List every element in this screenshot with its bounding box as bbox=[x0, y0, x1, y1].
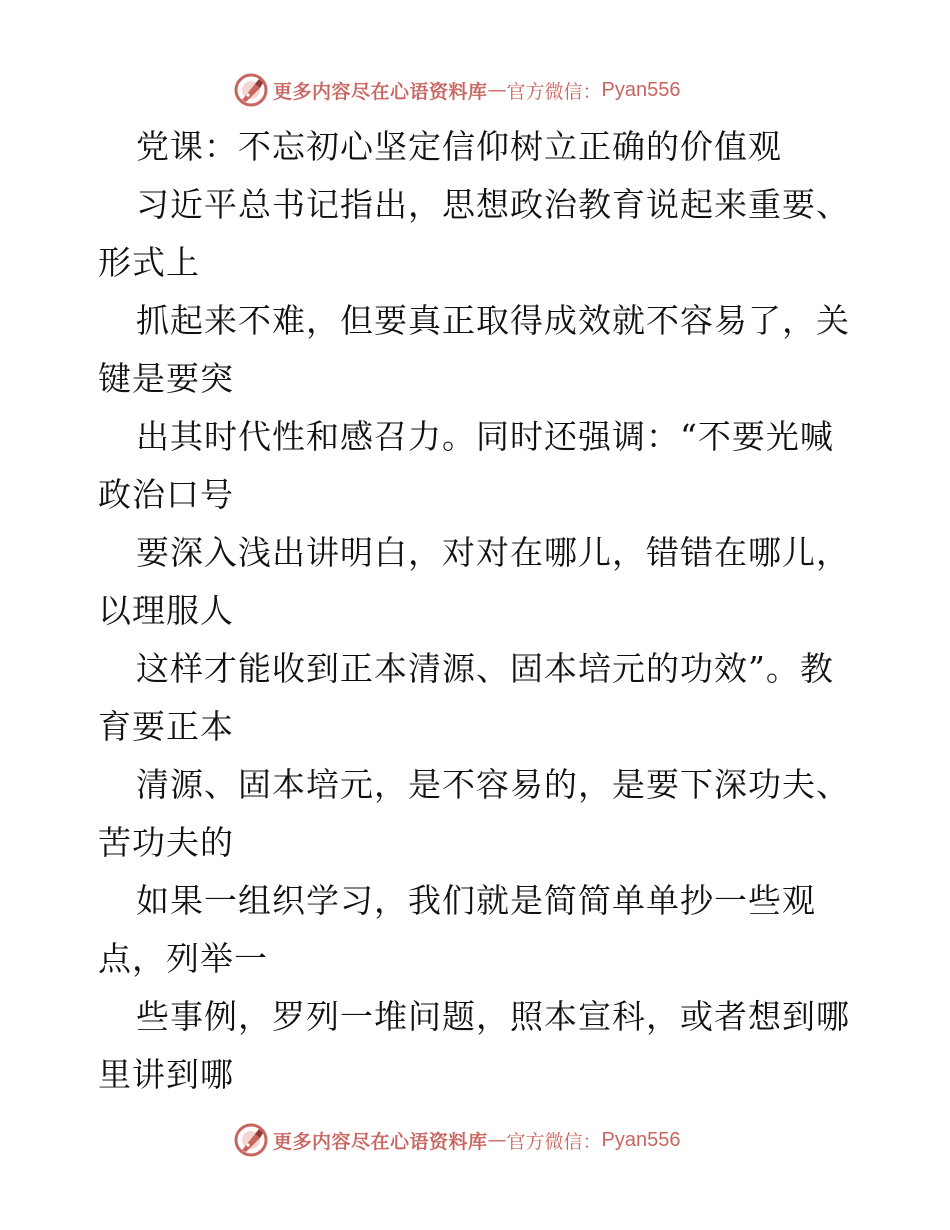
text-line: 这样才能收到正本清源、固本培元的功效”。教 bbox=[136, 649, 834, 688]
document-title: 党课：不忘初心坚定信仰树立正确的价值观 bbox=[136, 127, 782, 166]
text-line: 形式上 bbox=[98, 243, 200, 282]
header-banner bbox=[233, 70, 681, 110]
banner-wechat-label: 官方微信： bbox=[506, 1130, 602, 1153]
text-line: 里讲到哪 bbox=[98, 1055, 234, 1094]
banner-dash: — bbox=[487, 79, 507, 101]
text-line: 要深入浅出讲明白，对对在哪儿，错错在哪儿， bbox=[136, 533, 850, 572]
text-line: 出其时代性和感召力。同时还强调：“不要光喊 bbox=[136, 417, 834, 456]
banner-wechat-id: Pyan556 bbox=[601, 1128, 681, 1151]
text-line: 点，列举一 bbox=[98, 939, 268, 978]
text-line: 清源、固本培元，是不容易的，是要下深功夫、 bbox=[136, 765, 850, 804]
banner-wechat-label: 官方微信： bbox=[506, 80, 602, 103]
banner-wechat-id: Pyan556 bbox=[601, 78, 681, 101]
text-line: 习近平总书记指出，思想政治教育说起来重要、 bbox=[136, 185, 850, 224]
footer-banner bbox=[233, 1120, 681, 1160]
pen-nib-logo-icon bbox=[233, 1122, 269, 1158]
banner-site-name: 更多内容尽在心语资料库 bbox=[273, 1130, 488, 1153]
banner-site-name: 更多内容尽在心语资料库 bbox=[273, 80, 488, 103]
text-line: 如果一组织学习，我们就是简简单单抄一些观 bbox=[136, 881, 816, 920]
pen-nib-logo-icon bbox=[233, 72, 269, 108]
text-line: 些事例，罗列一堆问题，照本宣科，或者想到哪 bbox=[136, 997, 850, 1036]
text-line: 以理服人 bbox=[98, 591, 234, 630]
text-line: 育要正本 bbox=[98, 707, 234, 746]
text-line: 抓起来不难，但要真正取得成效就不容易了，关 bbox=[136, 301, 850, 340]
banner-dash: — bbox=[487, 1129, 507, 1151]
text-line: 政治口号 bbox=[98, 475, 234, 514]
text-line: 键是要突 bbox=[98, 359, 234, 398]
text-line: 苦功夫的 bbox=[98, 823, 234, 862]
